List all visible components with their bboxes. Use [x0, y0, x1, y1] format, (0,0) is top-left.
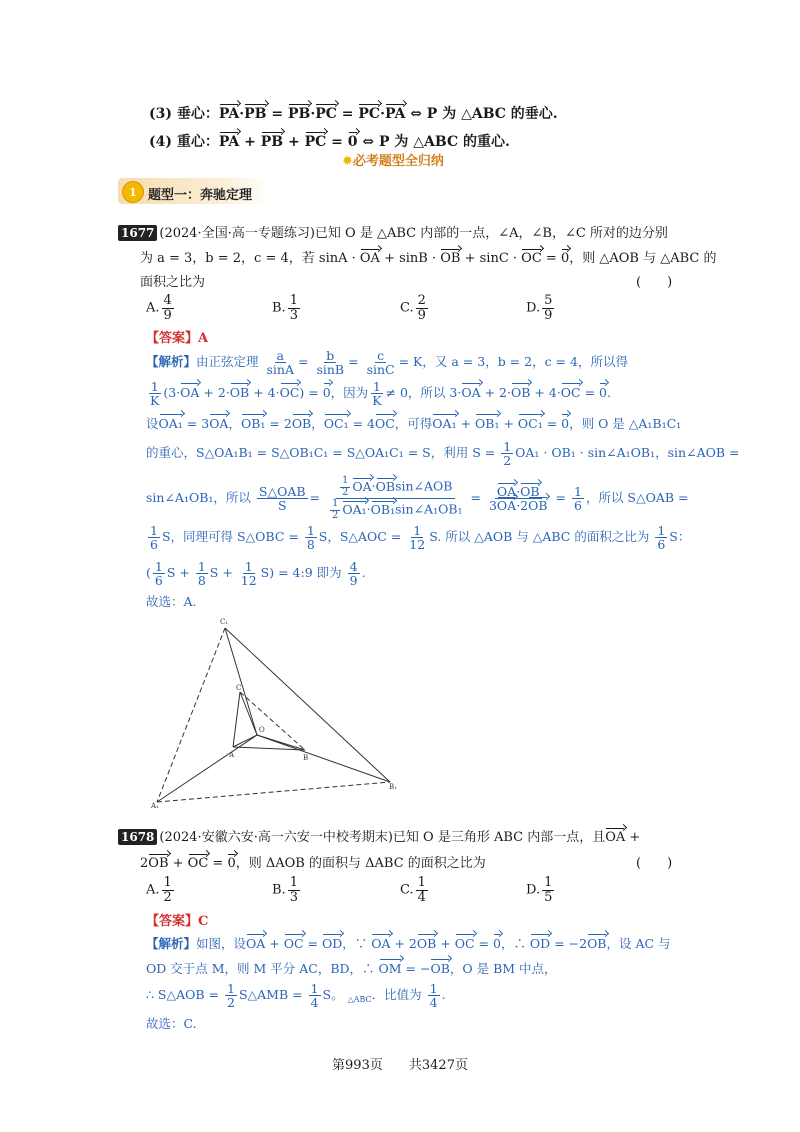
option-c: C. $\frac{1}{4}$ — [400, 875, 426, 905]
label-c1: C₁ — [220, 618, 229, 626]
page-total: 共3427页 — [408, 1058, 468, 1073]
analysis-line3: ∴ S△AOB = $\frac{1}{2}$ S△AMB = $\frac{1}{4}$ S。 $_{\triangle ABC}$．比值为 $\frac{1}{4}$ . — [146, 981, 446, 1011]
answer-line: 【答案】C — [146, 914, 209, 929]
edge-c-b — [240, 692, 305, 750]
answer-line: 【答案】A — [146, 331, 209, 346]
page-number: 第993页 — [332, 1058, 383, 1073]
option-d: D. $\frac{1}{5}$ — [526, 875, 553, 905]
label-o: O — [259, 726, 265, 734]
edge-c1-a1 — [157, 628, 225, 802]
label-c: C — [236, 684, 242, 692]
label-b: B — [303, 754, 309, 762]
property-orthocenter: (3) 垂心：PA·PB = PB·PC = PC·PA ⇔ P 为 △ABC 的垂心. — [149, 106, 558, 122]
option-d: D. $\frac{5}{9}$ — [526, 293, 553, 323]
section-banner: ✹必考题型全归纳 — [342, 154, 444, 169]
topic-number-icon: 1 — [122, 181, 144, 203]
analysis-line3: 设OA₁ = 3OA，OB₁ = 2OB，OC₁ = 4OC，可得OA₁ + OB₁ + OC₁ = 0，则 O 是 △A₁B₁C₁ — [146, 416, 682, 431]
lightbulb-icon: ✹ — [342, 154, 353, 169]
answer-paren: ( ) — [636, 275, 673, 290]
edge-c-a — [233, 692, 240, 747]
analysis-line6: $\frac{1}{6}$ S，同理可得 S△OBC = $\frac{1}{8}$ S，S△AOC = $\frac{1}{12}$ S. 所以 △AOB 与 △ABC 的面积之比为 $\frac{1}{6}$ S： — [150, 523, 691, 553]
option-a: A. $\frac{1}{2}$ — [146, 875, 172, 905]
question-1677-line2: 为 a = 3，b = 2，c = 4，若 sinA · OA + sinB · OB + sinC · OC = 0，则 △AOB 与 △ABC 的 — [140, 251, 717, 266]
property-centroid: (4) 重心：PA + PB + PC = 0 ⇔ P 为 △ABC 的重心. — [149, 134, 510, 150]
segment-c1-o — [225, 628, 257, 735]
analysis-line1: 【解析】如图，设OA + OC = OD，∵ OA + 2OB + OC = 0，∴ OD = −2OB，设 AC 与 — [146, 936, 671, 951]
question-number: 1678 — [118, 829, 157, 845]
label-b1: B₁ — [389, 783, 397, 791]
label-a1: A₁ — [151, 802, 159, 808]
label-a: A — [229, 751, 235, 759]
question-1678-line1: 1678 (2024·安徽六安·高一六安一中校考期末)已知 O 是三角形 ABC 内部一点，且OA + — [118, 826, 640, 845]
analysis-line2: OD 交于点 M，则 M 平分 AC，BD，∴ OM = −OB，O 是 BM 中点， — [146, 961, 557, 976]
analysis-line7: ( $\frac{1}{6}$ S + $\frac{1}{8}$ S + $\frac{1}{12}$ S) = 4:9 即为 $\frac{4}{9}$ . — [146, 559, 366, 589]
option-b: B. $\frac{1}{3}$ — [272, 875, 298, 905]
option-c: C. $\frac{2}{9}$ — [400, 293, 426, 323]
segment-a-o — [233, 735, 257, 747]
topic-title: 题型一：奔驰定理 — [148, 188, 253, 203]
analysis-line1: 【解析】由正弦定理 $\frac{a}{\sin A}$ = $\frac{b}{\sin B}$ = $\frac{c}{\sin C}$ = K，又 a = 3，b = 2，c = 4，所以得 — [146, 348, 628, 378]
analysis-line4: 的重心，S△OA₁B₁ = S△OB₁C₁ = S△OA₁C₁ = S，利用 S = $\frac{1}{2}$ OA₁ · OB₁ · sin∠A₁OB₁，sin∠AOB = — [146, 439, 740, 469]
segment-c-o — [240, 692, 257, 735]
analysis-conclusion: 故选：C. — [146, 1016, 197, 1031]
analysis-line2: $\frac{1}{K}$ (3·OA + 2·OB + 4·OC) = 0，因为 $\frac{1}{K}$ ≠ 0，所以 3·OA + 2·OB + 4·OC = 0. — [150, 379, 611, 409]
segment-b1-o — [257, 735, 390, 782]
answer-paren: ( ) — [636, 856, 673, 871]
segment-b-o — [257, 735, 305, 750]
option-a: A. $\frac{4}{9}$ — [146, 293, 172, 323]
question-number: 1677 — [118, 225, 157, 241]
question-1677-line1: 1677 (2024·全国·高一专题练习)已知 O 是 △ABC 内部的一点，∠A，∠B，∠C 所对的边分别 — [118, 222, 668, 241]
question-1677-line3: 面积之比为 — [140, 275, 206, 290]
edge-a1-b1 — [157, 782, 390, 802]
segment-a1-o — [157, 735, 257, 802]
page-footer — [0, 1054, 800, 1073]
question-1678-line2: 2OB + OC = 0，则 ΔAOB 的面积与 ΔABC 的面积之比为 — [140, 856, 486, 871]
analysis-conclusion: 故选：A. — [146, 594, 197, 609]
geometry-figure — [140, 612, 410, 808]
analysis-line5: sin∠A₁OB₁，所以 $\frac{\text{S△OAB}}{S}$ = $\frac{1}{2}$ OA·OBsin∠AOB $\frac{1}{2}$ OA₁·OB₁sin∠A₁OB₁ = $\frac{OA\cdot OB}{3OA\cdot 2OB}$ = $\frac{1}{6}$ ，所以 S△OAB = — [146, 475, 689, 521]
option-b: B. $\frac{1}{3}$ — [272, 293, 298, 323]
